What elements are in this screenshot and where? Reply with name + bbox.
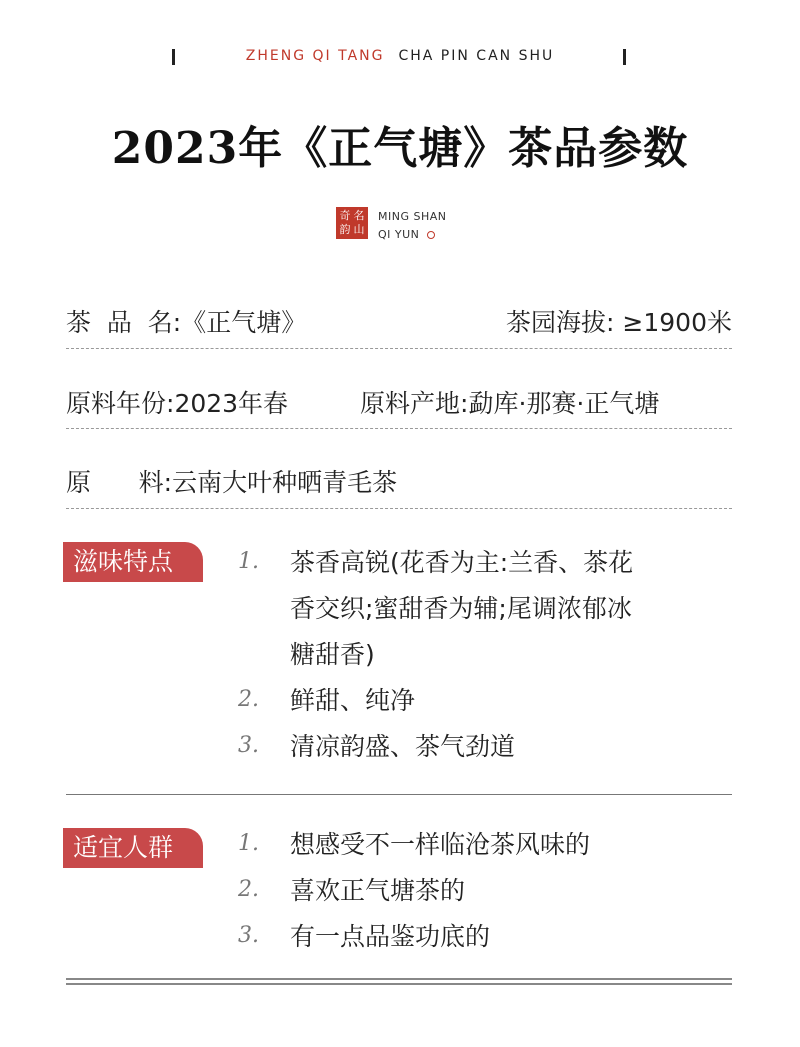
taste-item-line: 鲜甜、纯净 bbox=[290, 686, 416, 715]
seal-char: 山 bbox=[353, 223, 365, 236]
tea-name-value: 《正气塘》 bbox=[181, 308, 307, 337]
header-en-dark: CHA PIN CAN SHU bbox=[398, 48, 555, 64]
altitude-value: ≥1900米 bbox=[622, 308, 732, 337]
circle-icon bbox=[427, 231, 435, 239]
taste-item-number: 2. bbox=[238, 687, 259, 712]
audience-badge: 适宜人群 bbox=[63, 828, 203, 868]
taste-item-number: 1. bbox=[238, 549, 259, 574]
taste-item-number: 3. bbox=[238, 733, 259, 758]
header-english bbox=[0, 48, 800, 64]
audience-item-number: 2. bbox=[238, 877, 259, 902]
param-row-year bbox=[66, 384, 732, 420]
year-label: 原料年份: bbox=[66, 389, 175, 418]
taste-item-line: 糖甜香) bbox=[290, 640, 375, 669]
audience-item-text: 有一点品鉴功底的 bbox=[290, 922, 491, 951]
taste-item-line: 香交织;蜜甜香为辅;尾调浓郁冰 bbox=[290, 594, 632, 623]
audience-item-number: 3. bbox=[238, 923, 259, 948]
taste-item-line: 茶香高锐(花香为主:兰香、茶花 bbox=[290, 548, 634, 577]
footer-line bbox=[66, 983, 732, 985]
divider-dashed bbox=[66, 348, 732, 349]
audience-item-text: 喜欢正气塘茶的 bbox=[290, 876, 466, 905]
section-divider bbox=[66, 794, 732, 795]
page-title: 2023年《正气塘》茶品参数 bbox=[111, 123, 689, 174]
material-label: 原 料: bbox=[66, 468, 173, 497]
audience-item-text: 想感受不一样临沧茶风味的 bbox=[290, 830, 591, 859]
seal-char: 奇 bbox=[339, 209, 351, 222]
seal-logo bbox=[336, 207, 368, 239]
origin bbox=[360, 384, 659, 420]
tea-name-label: 茶 品 名: bbox=[66, 308, 182, 337]
divider-dashed bbox=[66, 508, 732, 509]
seal-caption-line2-wrap bbox=[378, 226, 447, 244]
seal-caption bbox=[378, 208, 447, 244]
param-row-material bbox=[66, 463, 732, 499]
material-value: 云南大叶种晒青毛茶 bbox=[172, 468, 398, 497]
origin-value: 勐库·那赛·正气塘 bbox=[468, 389, 660, 418]
header-en-red: ZHENG QI TANG bbox=[245, 48, 385, 64]
seal-caption-line1: MING SHAN bbox=[378, 210, 447, 223]
taste-item-line: 清凉韵盛、茶气劲道 bbox=[290, 732, 516, 761]
altitude-label: 茶园海拔: bbox=[506, 308, 615, 337]
altitude bbox=[506, 303, 732, 339]
divider-dashed bbox=[66, 428, 732, 429]
audience-item-number: 1. bbox=[238, 831, 259, 856]
param-row-name bbox=[66, 303, 732, 339]
taste-badge: 滋味特点 bbox=[63, 542, 203, 582]
footer-line bbox=[66, 978, 732, 980]
seal-caption-line2: QI YUN bbox=[378, 228, 420, 241]
seal-char: 名 bbox=[353, 209, 365, 222]
origin-label: 原料产地: bbox=[360, 389, 469, 418]
year-value: 2023年春 bbox=[174, 389, 289, 418]
seal-char: 韵 bbox=[339, 223, 351, 236]
